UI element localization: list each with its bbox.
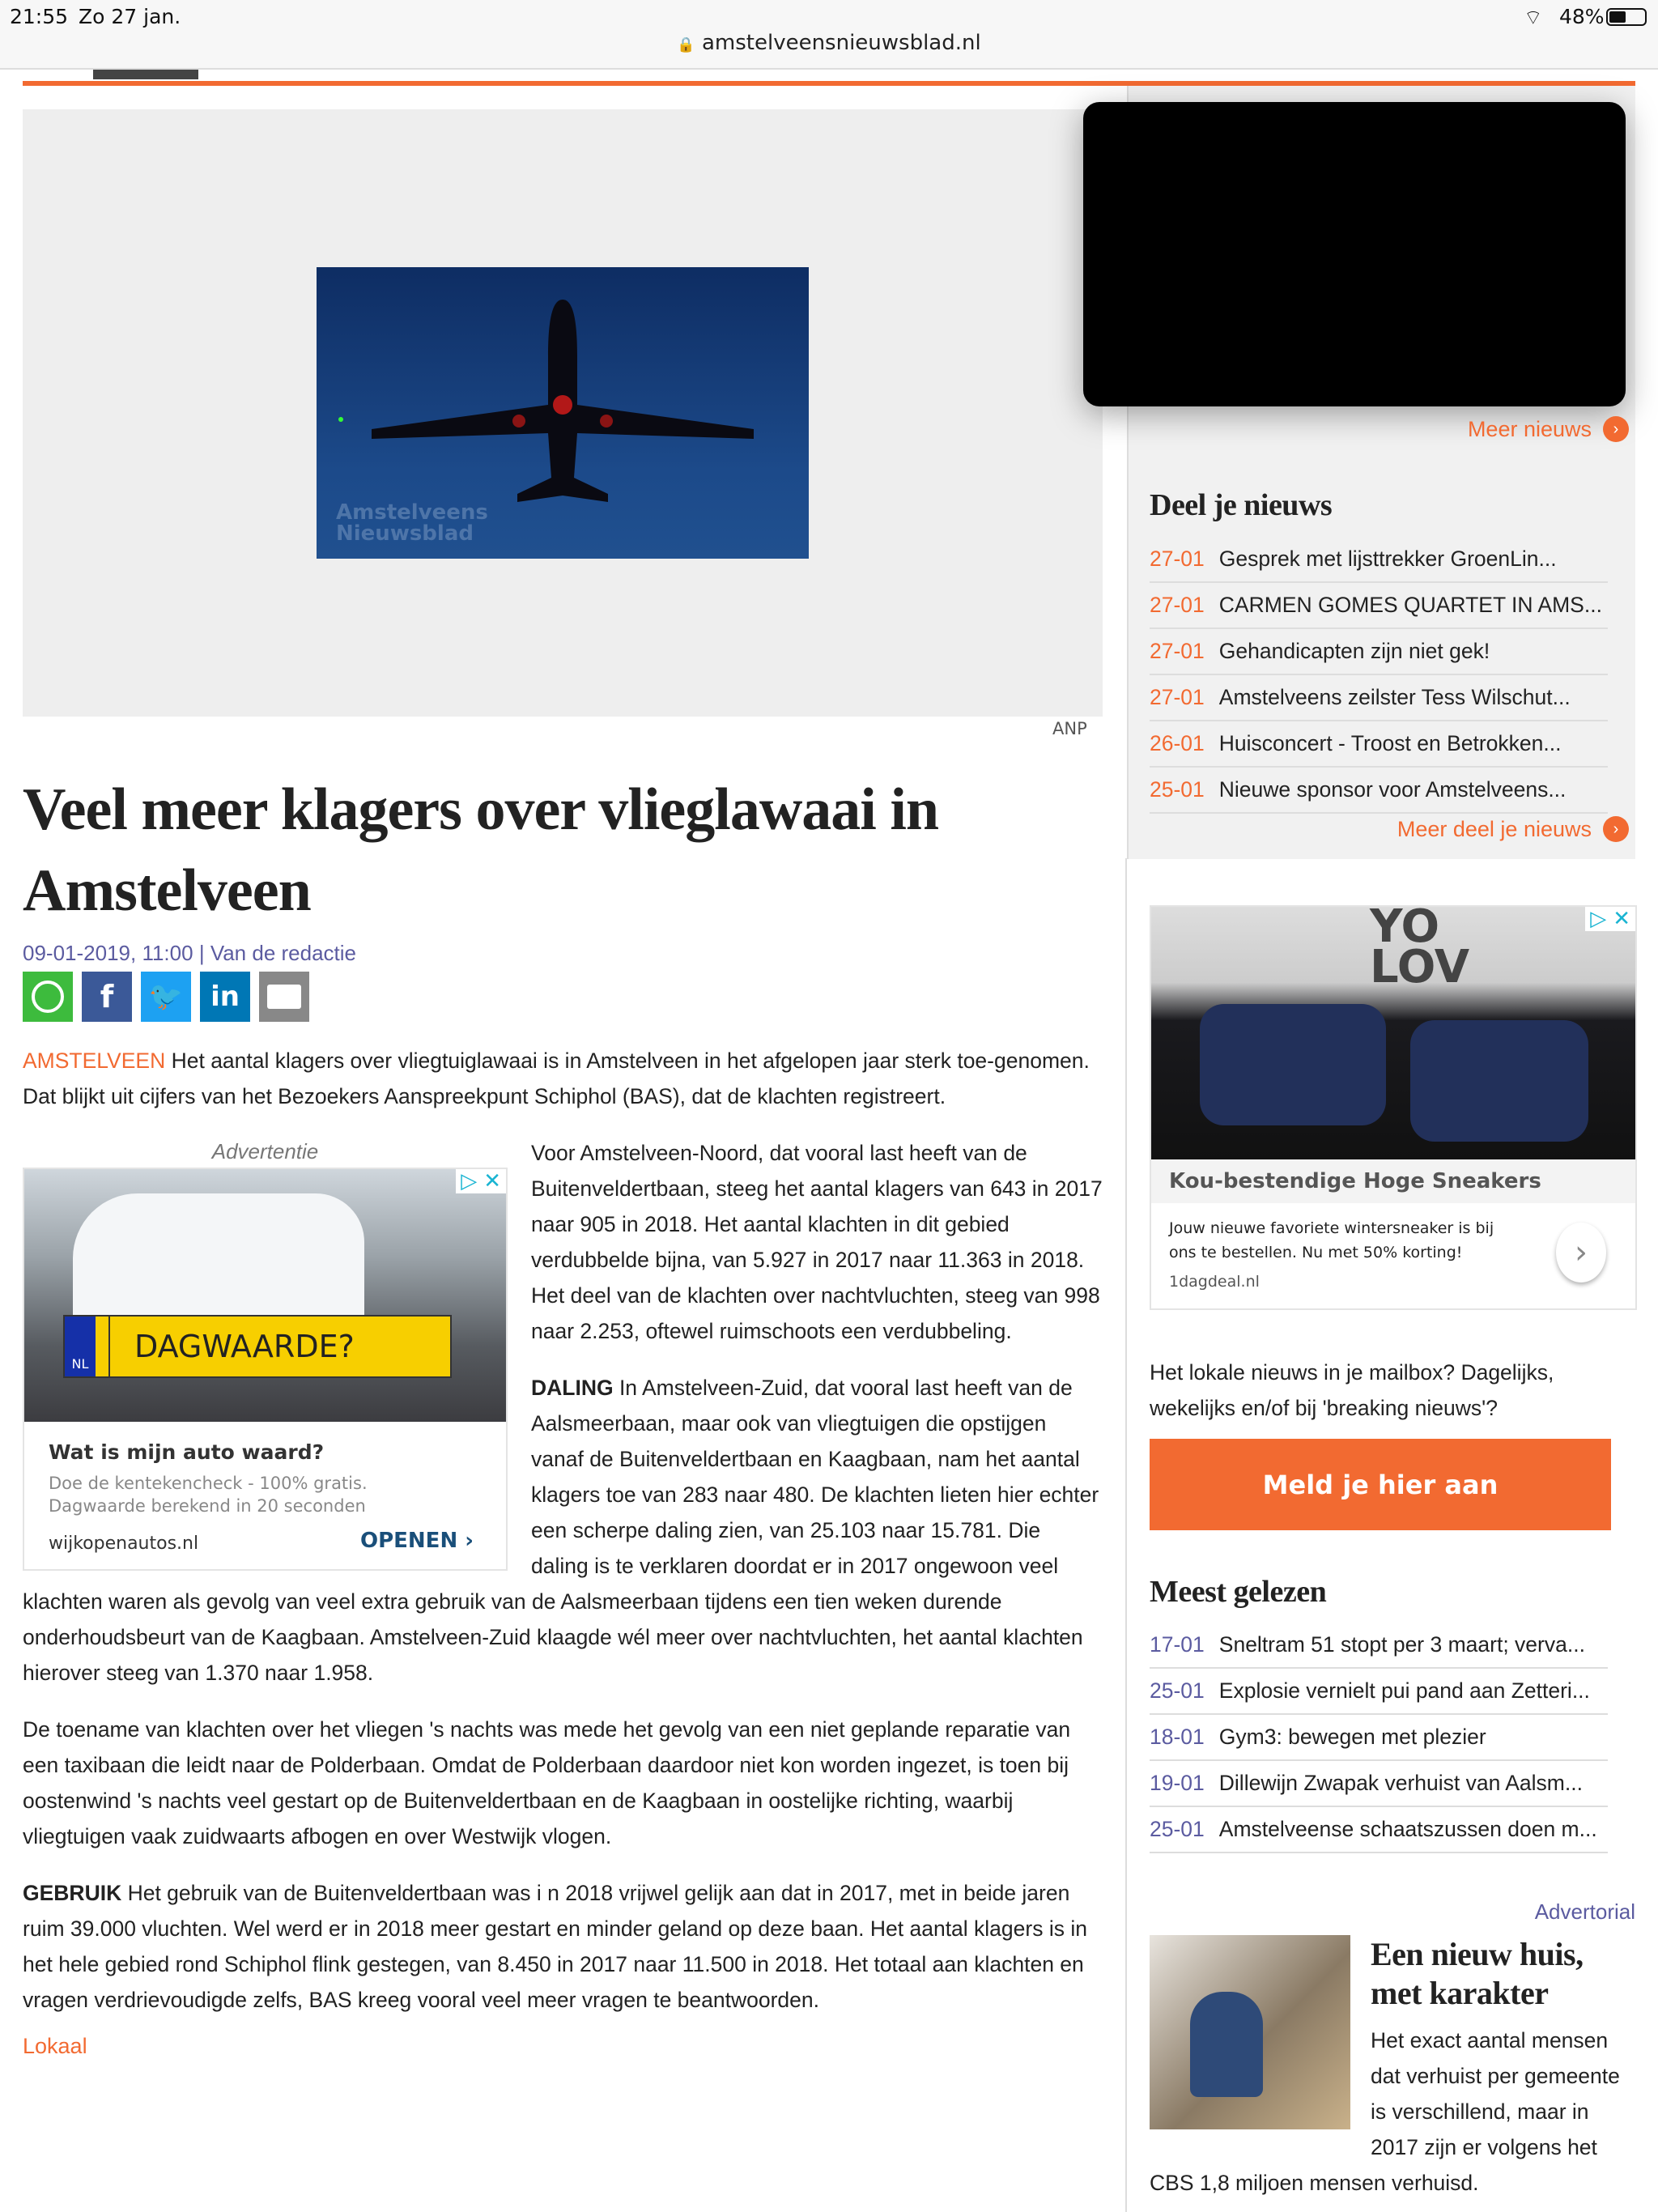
sneaker-ad[interactable] xyxy=(1150,900,1637,1310)
article-body xyxy=(23,769,1103,2059)
list-item[interactable] xyxy=(1150,537,1608,583)
whatsapp-share-button[interactable] xyxy=(23,972,73,1022)
battery-icon xyxy=(1606,8,1647,26)
meer-nieuws-link[interactable] xyxy=(1468,416,1629,442)
car-ad[interactable] xyxy=(23,1168,508,1571)
list-item[interactable] xyxy=(1150,768,1608,814)
item-date: 18-01 xyxy=(1150,1725,1205,1749)
article-author[interactable]: Van de redactie xyxy=(210,941,357,965)
item-date: 27-01 xyxy=(1150,547,1205,571)
item-title: Gehandicapten zijn niet gek! xyxy=(1218,639,1490,663)
adchoices-icon: ▷ xyxy=(461,1169,478,1193)
item-date: 17-01 xyxy=(1150,1632,1205,1657)
newsletter-signup-button[interactable]: Meld je hier aan xyxy=(1150,1439,1611,1530)
list-item[interactable] xyxy=(1150,1669,1608,1715)
ad-title: Wat is mijn auto waard? xyxy=(49,1440,325,1464)
deel-title: Deel je nieuws xyxy=(1150,488,1333,522)
item-title: Huisconcert - Troost en Betrokken... xyxy=(1218,731,1562,755)
tag-link[interactable]: Lokaal xyxy=(23,2034,87,2058)
ad-domain: wijkopenautos.nl xyxy=(49,1534,199,1554)
open-label: OPENEN xyxy=(360,1529,458,1553)
shoes-right xyxy=(1410,1020,1588,1142)
p4-text: Het gebruik van de Buitenveldertbaan was i n 2018 vrijwel gelijk aan dat in 2017, met in beide jaren ruim 39.000 vluchten. Wel werd er in 2018 meer gestart en minder geland op deze baan. Het aantal klagers is in het hele gebied rond Schiphol flink gestegen, van 8.450 in 2017 naar 11.500 in 2018. Het totaal aan klachten en vragen verdrievoudigde zelfs, BAS kreeg vooral veel meer vragen te beantwoorden. xyxy=(23,1881,1087,2012)
item-date: 19-01 xyxy=(1150,1771,1205,1795)
meer-deel-link[interactable] xyxy=(1397,816,1629,842)
meer-nieuws-label: Meer nieuws xyxy=(1467,416,1592,441)
ad-title: Kou-bestendige Hoge Sneakers xyxy=(1151,1159,1635,1203)
advertorial-label: Advertorial xyxy=(1534,1899,1635,1924)
item-date: 25-01 xyxy=(1150,1678,1205,1703)
time: 21:55 xyxy=(10,5,69,28)
article-paragraph-3: De toename van klachten over het vliegen 's nachts was mede het gevolg van een niet geplande reparatie van een taxibaan die leidt naar de Polderbaan. Omdat de Polderbaan daardoor niet kon worden ingezet, is toen bij oostenwind 's nachts veel gestart op de Buitenveldertbaan en de Kaagbaan in oostelijke richting, waarbij vliegtuigen vaak zuidwaarts afbogen en over Westwijk vlogen. xyxy=(23,1717,1071,1848)
tab-indicator xyxy=(93,70,198,79)
meest-title: Meest gelezen xyxy=(1150,1575,1327,1609)
item-date: 27-01 xyxy=(1150,639,1205,663)
facebook-share-button[interactable] xyxy=(82,972,132,1022)
battery-percent: 48% xyxy=(1559,5,1605,28)
list-item[interactable] xyxy=(1150,1761,1608,1807)
chevron-right-icon: › xyxy=(1575,1234,1588,1271)
advertorial-text: Het exact aantal mensen dat verhuist per gemeente is verschillend, maar in 2017 zijn er volgens het CBS 1,8 miljoen mensen verhuisd. xyxy=(1150,2028,1620,2195)
address-bar[interactable] xyxy=(0,31,1658,55)
ad-open-button[interactable] xyxy=(360,1529,474,1553)
whatsapp-icon xyxy=(32,981,64,1013)
meer-deel-label: Meer deel je nieuws xyxy=(1397,816,1592,841)
p2a-text: In Amstelveen-Zuid, dat vooral last heeft van de Aalsmeerbaan, maar ook van vliegtuigen die opstijgen vanaf de Buitenveldertbaan en Kaagbaan, nam het aantal klagers toe van 283 naar 480. De klachten lieten hier echter een scherpe daling zien, van 25.103 naar 15.781. Die daling is te verklaren doordat er in xyxy=(531,1376,1099,1578)
facebook-icon: f xyxy=(100,979,114,1015)
license-plate xyxy=(63,1315,452,1378)
item-date: 26-01 xyxy=(1150,731,1205,755)
twitter-share-button[interactable] xyxy=(141,972,191,1022)
linkedin-icon: in xyxy=(210,981,240,1013)
p2b-text: 2017 ongewoon veel klachten waren als gevolg van veel extra gebruik van de Aalsmeerbaan tijdens een tien weken durende onderhoudsbeurt van de Kaagbaan. Amstelveen-Zuid klaagde wél meer over nachtvluchten, het aantal klachten hierover steeg van 1.370 naar 1.958. xyxy=(23,1554,1083,1685)
url: amstelveensnieuwsblad.nl xyxy=(701,31,981,55)
item-title: Gesprek met lijsttrekker GroenLin... xyxy=(1218,547,1557,571)
item-date: 25-01 xyxy=(1150,1817,1205,1841)
video-overlay[interactable] xyxy=(1083,102,1626,406)
share-buttons xyxy=(23,972,1103,1022)
chevron-right-icon: › xyxy=(1603,416,1629,442)
dateline: AMSTELVEEN xyxy=(23,1049,166,1073)
item-title: Dillewijn Zwapak verhuist van Aalsm... xyxy=(1218,1771,1583,1795)
ad-domain: 1dagdeal.nl xyxy=(1169,1273,1260,1291)
advertorial xyxy=(1150,1935,1637,2201)
article-paragraph-4 xyxy=(23,1875,1103,2018)
item-date: 27-01 xyxy=(1150,685,1205,709)
ad-description: Jouw nieuwe favoriete wintersneaker is bij ons te bestellen. Nu met 50% korting! xyxy=(1169,1219,1494,1261)
chevron-right-icon: › xyxy=(465,1529,474,1553)
ad-next-button[interactable] xyxy=(1556,1223,1606,1283)
car-ad-image xyxy=(24,1169,506,1422)
sneaker-ad-image xyxy=(1151,900,1635,1159)
article-date: 09-01-2019, 11:00 xyxy=(23,941,193,965)
article-intro xyxy=(23,1043,1103,1114)
image-text: YO LOV xyxy=(1370,900,1470,993)
browser-status-bar xyxy=(0,0,1658,70)
list-item[interactable] xyxy=(1150,675,1608,721)
item-title: CARMEN GOMES QUARTET IN AMS... xyxy=(1218,593,1602,617)
sidebar-divider xyxy=(1125,858,1127,2212)
article-title: Veel meer klagers over vlieglawaai in Amstelveen xyxy=(23,776,939,924)
chevron-right-icon: › xyxy=(1603,816,1629,842)
advertorial-title[interactable]: Een nieuw huis, met karakter xyxy=(1371,1936,1584,2011)
item-title: Amstelveens zeilster Tess Wilschut... xyxy=(1218,685,1571,709)
person-figure xyxy=(1190,1992,1263,2097)
list-item[interactable] xyxy=(1150,583,1608,629)
list-item[interactable] xyxy=(1150,629,1608,675)
lock-icon: 🔒 xyxy=(677,36,695,53)
shoes-left xyxy=(1200,1004,1386,1125)
article-meta xyxy=(23,939,1103,967)
email-share-button[interactable] xyxy=(259,972,309,1022)
email-icon xyxy=(267,985,301,1009)
watermark-logo: Amstelveens Nieuwsblad xyxy=(336,500,488,546)
close-icon: ✕ xyxy=(483,1169,501,1193)
list-item[interactable] xyxy=(1150,1807,1608,1853)
newsletter-text: Het lokale nieuws in je mailbox? Dagelijks, wekelijks en/of bij 'breaking nieuws'? xyxy=(1150,1360,1554,1420)
item-title: Explosie vernielt pui pand aan Zetteri... xyxy=(1218,1678,1590,1703)
item-title: Sneltram 51 stopt per 3 maart; verva... xyxy=(1218,1632,1585,1657)
car-ad-wrapper xyxy=(23,1135,508,1571)
item-title: Amstelveense schaatszussen doen m... xyxy=(1218,1817,1597,1841)
linkedin-share-button[interactable] xyxy=(200,972,250,1022)
separator: | xyxy=(198,941,205,965)
date: Zo 27 jan. xyxy=(79,5,181,28)
ad-choices[interactable] xyxy=(1585,907,1635,931)
item-title: Nieuwe sponsor voor Amstelveens... xyxy=(1218,777,1567,802)
twitter-icon: 🐦 xyxy=(148,981,184,1013)
list-item[interactable] xyxy=(1150,721,1608,768)
article-paragraph-1: Voor Amstelveen-Noord, dat vooral last heeft van de Buitenveldertbaan, steeg het aantal klagers van 643 in 2017 naar 905 in 2018. Het aantal klachten in dit gebied verdubbelde bijna, van 5.927 in 2017 naar 11.363 in 2018. Het deel van de klachten over nachtvluchten, steeg van 998 naar 2.253, oftewel ruimschoots een verdubbeling. xyxy=(531,1141,1103,1343)
ad-label: Advertentie xyxy=(211,1139,319,1163)
image-credit: ANP xyxy=(1052,719,1087,738)
plate-country: NL xyxy=(65,1317,96,1376)
close-icon: ✕ xyxy=(1613,907,1630,931)
ad-description: Doe de kentekencheck - 100% gratis. Dagwaarde berekend in 20 seconden xyxy=(49,1474,368,1516)
item-date: 27-01 xyxy=(1150,593,1205,617)
item-date: 25-01 xyxy=(1150,777,1205,802)
wifi-icon: ⌔ xyxy=(1524,6,1543,29)
ad-choices[interactable] xyxy=(456,1169,506,1193)
airplane-photo xyxy=(317,267,809,559)
intro-text: Het aantal klagers over vliegtuiglawaai is in Amstelveen in het afgelopen jaar sterk toe-genomen. Dat blijkt uit cijfers van het Bezoekers Aanspreekpunt Schiphol (BAS), dat de klachten registreert. xyxy=(23,1049,1090,1108)
plate-text: DAGWAARDE? xyxy=(108,1317,450,1376)
item-title: Gym3: bewegen met plezier xyxy=(1218,1725,1486,1749)
subheading-gebruik: GEBRUIK xyxy=(23,1881,122,1905)
adchoices-icon: ▷ xyxy=(1590,907,1607,931)
list-item[interactable] xyxy=(1150,1623,1608,1669)
subheading-daling: DALING xyxy=(531,1376,614,1400)
advertorial-image[interactable] xyxy=(1150,1935,1350,2129)
list-item[interactable] xyxy=(1150,1715,1608,1761)
